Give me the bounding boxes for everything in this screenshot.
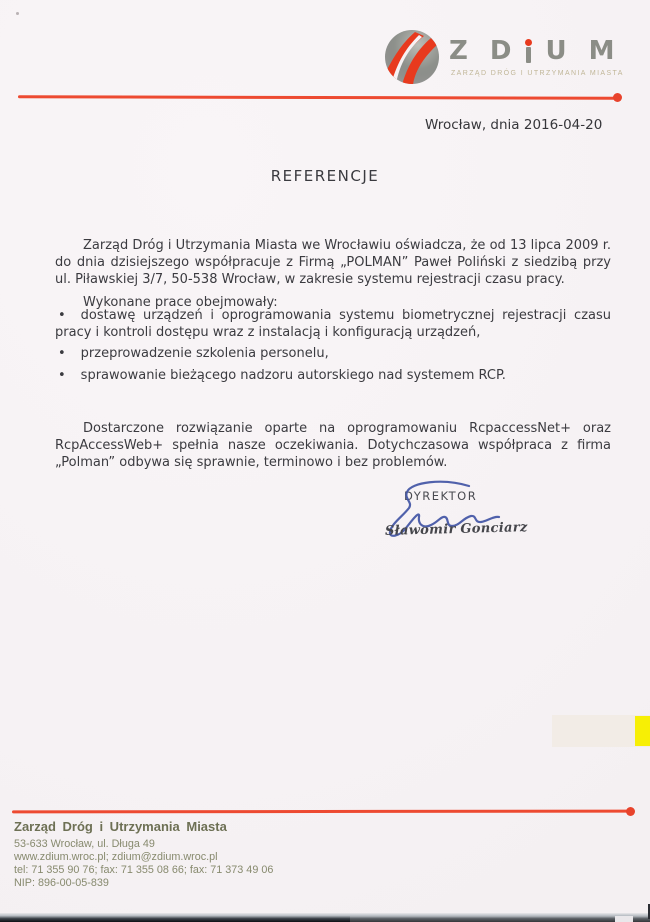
logo-i-stem — [526, 47, 531, 63]
footer-company-name: Zarząd Dróg i Utrzymania Miasta — [14, 819, 227, 834]
bullet-icon: • — [58, 308, 66, 323]
scan-edge-notch — [615, 916, 633, 922]
footer-divider-line — [12, 810, 630, 814]
logo-subtitle: ZARZĄD DRÓG I UTRZYMANIA MIASTA — [451, 70, 624, 77]
list-intro: Wykonane prace obejmowały: — [83, 295, 278, 310]
yellow-highlight-tab — [635, 716, 650, 746]
wordmark-letter-i — [526, 38, 532, 64]
footer-divider-dot — [626, 807, 635, 816]
header-divider-dot — [613, 93, 622, 102]
paragraph-introduction: Zarząd Dróg i Utrzymania Miasta we Wrocławiu oświadcza, że od 13 lipca 2009 r. do dnia dzisiejszego współpracuje z Firmą „POLMAN” Paweł Poliński z siedzibą przy ul. Piławskiej 3/7, 50-538 Wrocław, w zakresie systemu rejestracji czasu pracy. — [55, 238, 611, 288]
footer-address: 53-633 Wrocław, ul. Długa 49 — [14, 838, 155, 850]
list-item-text: dostawę urządzeń i oprogramowania systemu biometrycznej rejestracji czasu pracy i kontroli dostępu wraz z instalacją i konfiguracją urządzeń, — [55, 308, 611, 341]
footer-contact-block — [14, 819, 273, 890]
wordmark-letters-left: Z D — [449, 36, 512, 66]
footer-phones: tel: 71 355 90 76; fax: 71 355 08 66; fax: 71 373 49 06 — [14, 864, 274, 876]
logo-i-dot — [525, 39, 532, 46]
signature-name: Sławomir Gonciarz — [384, 520, 528, 539]
works-bullet-list — [55, 307, 611, 387]
wordmark-letters-right: U M — [545, 36, 615, 66]
zdium-wordmark — [449, 38, 615, 64]
footer-tax-id: NIP: 896-00-05-839 — [14, 877, 109, 889]
header-divider-line — [18, 95, 618, 100]
footer-web-email: www.zdium.wroc.pl; zdium@zdium.wroc.pl — [14, 851, 218, 863]
list-item — [55, 307, 611, 341]
bullet-icon: • — [58, 367, 66, 383]
scan-speck — [16, 12, 19, 15]
list-item-text: sprawowanie bieżącego nadzoru autorskiego nad systemem RCP. — [80, 367, 506, 383]
document-title: REFERENCJE — [270, 167, 380, 185]
paragraph-conclusion: Dostarczone rozwiązanie oparte na oprogramowaniu RcpaccessNet+ oraz RcpAccessWeb+ spełnia nasze oczekiwania. Dotychczasowa współpraca z firma „Polman” odbywa się sprawnie, terminowo i bez problemów. — [55, 421, 611, 471]
list-item-text: przeprowadzenie szkolenia personelu, — [80, 346, 329, 362]
list-item — [55, 345, 611, 362]
zdium-logo-icon — [384, 29, 440, 85]
scan-edge-bar-light — [350, 916, 650, 922]
list-item — [55, 367, 611, 384]
date-line: Wrocław, dnia 2016-04-20 — [425, 117, 603, 133]
scan-edge-bar — [0, 913, 650, 922]
bullet-icon: • — [58, 346, 66, 362]
signature-role: DYREKTOR — [404, 489, 478, 503]
